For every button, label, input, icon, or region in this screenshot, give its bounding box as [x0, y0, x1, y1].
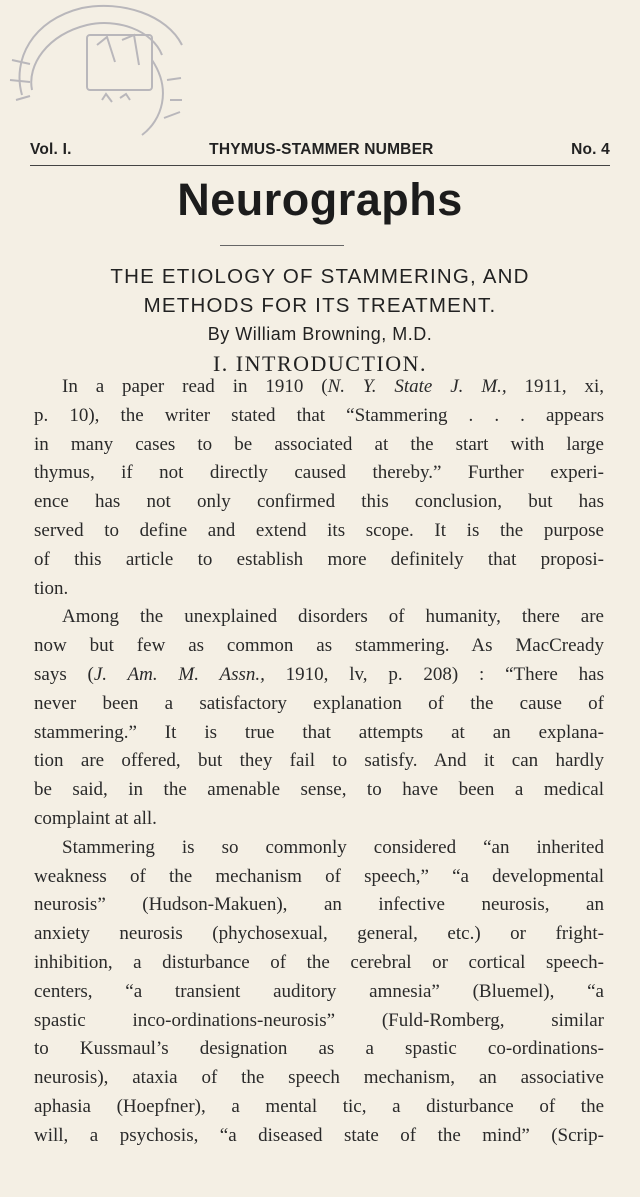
text-span: 1911, xi,	[506, 376, 605, 397]
article-body	[34, 373, 604, 1151]
article-title-line-2: METHODS FOR ITS TREATMENT.	[143, 294, 497, 317]
text-line: spastic inco-ordinations-neurosis” (Fuld-Romberg, similar	[34, 1009, 604, 1031]
text-line: neurosis), ataxia of the speech mechanism, an associative	[34, 1067, 604, 1089]
text-line: aphasia (Hoepfner), a mental tic, a disturbance of the	[34, 1095, 604, 1117]
section-heading: I. INTRODUCTION.	[212, 351, 428, 376]
text-line: centers, “a transient auditory amnesia” (Bluemel), “a	[34, 980, 604, 1002]
byline: By William Browning, M.D.	[207, 324, 433, 344]
text-line: will, a psychosis, “a diseased state of the mind” (Scrip-	[34, 1124, 604, 1146]
text-line	[34, 661, 604, 690]
text-line: never been a satisfactory explanation of the cause of	[34, 692, 604, 714]
text-line: be said, in the amenable sense, to have been a medical	[34, 779, 604, 801]
issue-name: THYMUS-STAMMER NUMBER	[209, 141, 434, 158]
text-line: ence has not only confirmed this conclusion, but has	[34, 491, 604, 513]
text-line: inhibition, a disturbance of the cerebral or cortical speech-	[34, 951, 604, 973]
text-span: 1910, lv, p. 208) : “There has	[264, 663, 604, 685]
text-line: anxiety neurosis (phychosexual, general, etc.) or fright-	[34, 923, 604, 945]
journal-title: Neurographs	[177, 174, 463, 225]
text-line: Among the unexplained disorders of humanity, there are	[62, 606, 604, 628]
text-line: of this article to establish more definitely that proposi-	[34, 548, 604, 570]
paragraph-1	[34, 373, 604, 603]
paragraph-3	[34, 834, 604, 1151]
issue-number: No. 4	[571, 141, 610, 158]
header-rule	[30, 165, 610, 166]
text-line: thymus, if not directly caused thereby.” Further experi-	[34, 462, 604, 484]
text-line: Stammering is so commonly considered “an inherited	[62, 836, 604, 858]
title-divider	[220, 245, 344, 246]
text-line: neurosis” (Hudson-Makuen), an infective neurosis, an	[34, 894, 604, 916]
text-span: says (	[34, 663, 94, 685]
text-line: served to define and extend its scope. It is the purpose	[34, 519, 604, 541]
text-line: tion.	[34, 577, 69, 599]
citation-italic: J. Am. M. Assn.,	[93, 663, 265, 685]
article-title-line-1: THE ETIOLOGY OF STAMMERING, AND	[110, 265, 530, 288]
text-line: p. 10), the writer stated that “Stammering . . . appears	[34, 404, 604, 426]
text-line	[34, 373, 604, 402]
text-line: in many cases to be associated at the start with large	[34, 433, 604, 455]
citation-italic: N. Y. State J. M.,	[327, 376, 507, 397]
text-line: weakness of the mechanism of speech,” “a developmental	[34, 865, 604, 887]
text-line: to Kussmaul’s designation as a spastic co-ordinations-	[34, 1038, 604, 1060]
text-line: stammering.” It is true that attempts at an explana-	[34, 721, 604, 743]
text-line: now but few as common as stammering. As MacCready	[34, 635, 604, 657]
text-line: tion are offered, but they fail to satisfy. And it can hardly	[34, 750, 604, 772]
volume-label: Vol. I.	[30, 141, 72, 158]
running-header	[30, 141, 610, 159]
library-stamp	[2, 0, 212, 150]
paragraph-2	[34, 603, 604, 833]
text-line: complaint at all.	[34, 807, 157, 829]
article-title	[30, 262, 610, 320]
text-span: In a paper read in 1910 (	[62, 376, 328, 397]
